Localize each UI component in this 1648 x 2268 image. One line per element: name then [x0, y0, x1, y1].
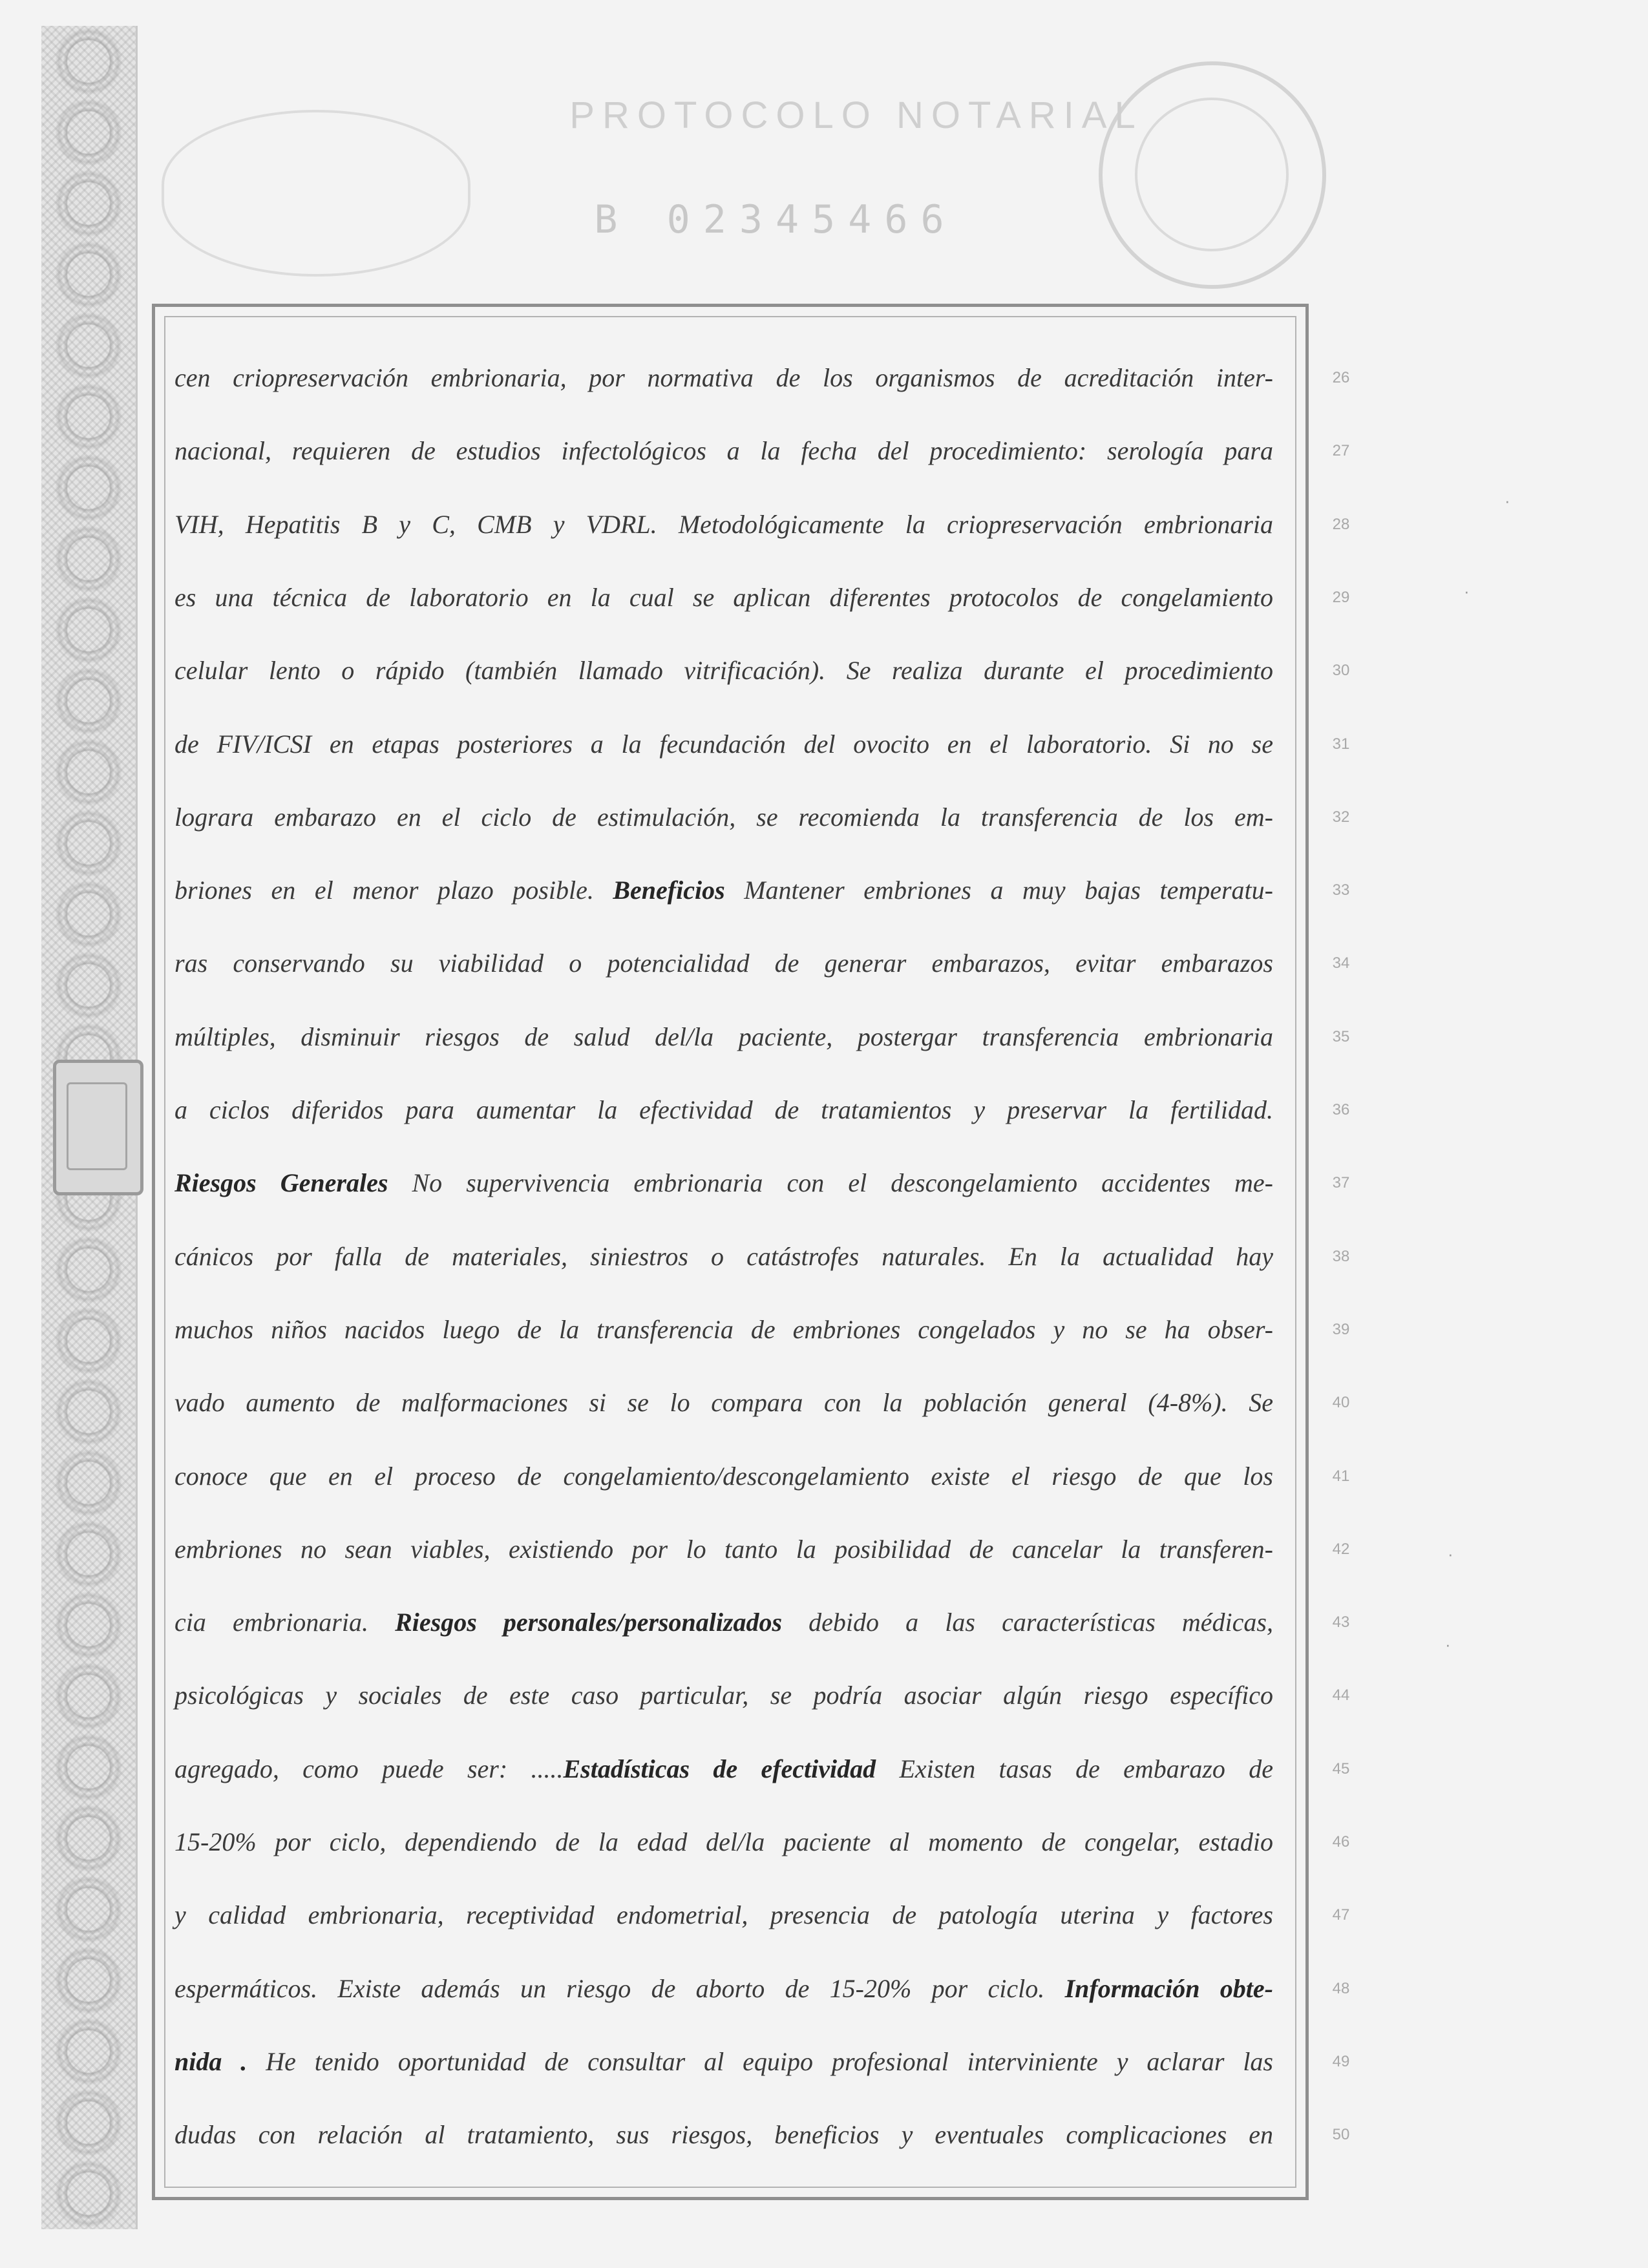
line-number: 27: [1332, 442, 1350, 460]
body-text: nacional, requieren de estudios infectológicos a la fecha del procedimiento: serología para: [174, 436, 1273, 466]
text-line: [174, 1960, 1273, 2018]
text-line: [174, 642, 1273, 700]
text-line: [174, 2106, 1273, 2164]
line-number: 28: [1332, 515, 1350, 533]
body-text: muchos niños nacidos luego de la transferencia de embriones congelados y no se ha obser-: [174, 1314, 1273, 1344]
bold-heading-text: nida .: [174, 2046, 248, 2076]
scan-speck: ·: [1505, 491, 1510, 510]
text-line: [174, 1008, 1273, 1066]
body-text: debido a las características médicas,: [782, 1608, 1273, 1637]
line-number: 26: [1332, 369, 1350, 386]
text-line: [174, 1520, 1273, 1579]
line-number: 42: [1332, 1540, 1350, 1558]
line-number: 31: [1332, 735, 1350, 753]
line-number: 34: [1332, 954, 1350, 972]
body-text: No supervivencia embrionaria con el descongelamiento accidentes me-: [388, 1168, 1273, 1198]
body-text: psicológicas y sociales de este caso particular, se podría asociar algún riesgo específico: [174, 1681, 1273, 1710]
protocol-watermark-title: PROTOCOLO NOTARIAL: [569, 94, 1143, 136]
body-text: espermáticos. Existe además un riesgo de aborto de 15-20% por ciclo.: [174, 1973, 1065, 2003]
text-line: [174, 788, 1273, 846]
line-number: 50: [1332, 2126, 1350, 2144]
line-number: 49: [1332, 2052, 1350, 2070]
text-line: [174, 1154, 1273, 1212]
body-text: agregado, como puede ser: .....: [174, 1754, 564, 1783]
line-number: 46: [1332, 1833, 1350, 1851]
scan-speck: ·: [1448, 1544, 1453, 1564]
strip-seal-emblem: [53, 1060, 143, 1195]
body-text: ras conservando su viabilidad o potencialidad de generar embarazos, evitar embarazos: [174, 949, 1273, 978]
scan-speck: ·: [1464, 582, 1470, 601]
text-line: [174, 2033, 1273, 2091]
body-text: y calidad embrionaria, receptividad endometrial, presencia de patología uterina y factores: [174, 1900, 1273, 1930]
text-line: [174, 569, 1273, 627]
text-line: [174, 1593, 1273, 1652]
line-number: 40: [1332, 1394, 1350, 1412]
bold-heading-text: Información obte-: [1064, 1973, 1273, 2003]
text-line: [174, 1447, 1273, 1506]
line-number: 44: [1332, 1686, 1350, 1705]
line-number: 48: [1332, 1979, 1350, 1997]
body-text: celular lento o rápido (también llamado vitrificación). Se realiza durante el procedimiento: [174, 656, 1273, 686]
text-line: [174, 422, 1273, 480]
body-text: cia embrionaria.: [174, 1608, 396, 1637]
text-line: [174, 1886, 1273, 1944]
body-text: lograra embarazo en el ciclo de estimulación, se recomienda la transferencia de los em-: [174, 802, 1273, 832]
line-number: 29: [1332, 588, 1350, 606]
body-text: He tenido oportunidad de consultar al equipo profesional interviniente y aclarar las: [247, 2046, 1274, 2076]
line-number: 39: [1332, 1320, 1350, 1338]
text-line: [174, 1374, 1273, 1432]
body-text: vado aumento de malformaciones si se lo compara con la población general (4-8%). Se: [174, 1388, 1273, 1418]
line-number: 38: [1332, 1247, 1350, 1265]
line-number: 47: [1332, 1906, 1350, 1924]
line-number: 45: [1332, 1759, 1350, 1778]
text-line: [174, 1666, 1273, 1725]
line-number: 41: [1332, 1467, 1350, 1485]
bold-heading-text: Estadísticas de efectividad: [563, 1754, 876, 1783]
body-text: briones en el menor plazo posible.: [174, 876, 613, 905]
body-text: embriones no sean viables, existiendo por lo tanto la posibilidad de cancelar la transferen-: [174, 1534, 1273, 1564]
bold-heading-text: Riesgos Generales: [174, 1168, 388, 1198]
bold-heading-text: Beneficios: [613, 876, 725, 905]
body-text: cánicos por falla de materiales, siniestros o catástrofes naturales. En la actualidad hay: [174, 1241, 1273, 1271]
line-number: 32: [1332, 808, 1350, 826]
text-line: [174, 1740, 1273, 1798]
line-number: 35: [1332, 1027, 1350, 1045]
body-text: Existen tasas de embarazo de: [876, 1754, 1274, 1783]
line-number: 37: [1332, 1174, 1350, 1192]
text-line: [174, 1081, 1273, 1139]
body-text: de FIV/ICSI en etapas posteriores a la fecundación del ovocito en el laboratorio. Si no se: [174, 729, 1273, 759]
line-number: 36: [1332, 1101, 1350, 1118]
text-line: [174, 861, 1273, 919]
line-number: 30: [1332, 662, 1350, 680]
scan-speck: ·: [1445, 1635, 1451, 1654]
body-text: es una técnica de laboratorio en la cual se aplican diferentes protocolos de congelamiento: [174, 582, 1273, 612]
body-text: múltiples, disminuir riesgos de salud del/la paciente, postergar transferencia embrionaria: [174, 1022, 1273, 1051]
bold-heading-text: Riesgos personales/personalizados: [395, 1608, 783, 1637]
body-text: conoce que en el proceso de congelamiento/descongelamiento existe el riesgo de que los: [174, 1461, 1273, 1491]
body-text: dudas con relación al tratamiento, sus riesgos, beneficios y eventuales complicaciones en: [174, 2120, 1273, 2150]
body-text: a ciclos diferidos para aumentar la efectividad de tratamientos y preservar la fertilidad.: [174, 1095, 1273, 1124]
text-line: [174, 496, 1273, 554]
text-line: [174, 715, 1273, 773]
line-number: 33: [1332, 881, 1350, 899]
text-line: [174, 1228, 1273, 1286]
text-line: [174, 349, 1273, 407]
line-number: 43: [1332, 1613, 1350, 1632]
text-line: [174, 1813, 1273, 1871]
body-text: cen criopreservación embrionaria, por normativa de los organismos de acreditación inter-: [174, 363, 1273, 392]
body-text: VIH, Hepatitis B y C, CMB y VDRL. Metodológicamente la criopreservación embrionaria: [174, 509, 1273, 539]
body-text: Mantener embriones a muy bajas temperatu-: [724, 876, 1273, 905]
body-text: 15-20% por ciclo, dependiendo de la edad del/la paciente al momento de congelar, estadio: [174, 1827, 1273, 1856]
text-line: [174, 1301, 1273, 1359]
text-line: [174, 934, 1273, 992]
protocol-watermark-number: B 02345466: [594, 197, 957, 242]
